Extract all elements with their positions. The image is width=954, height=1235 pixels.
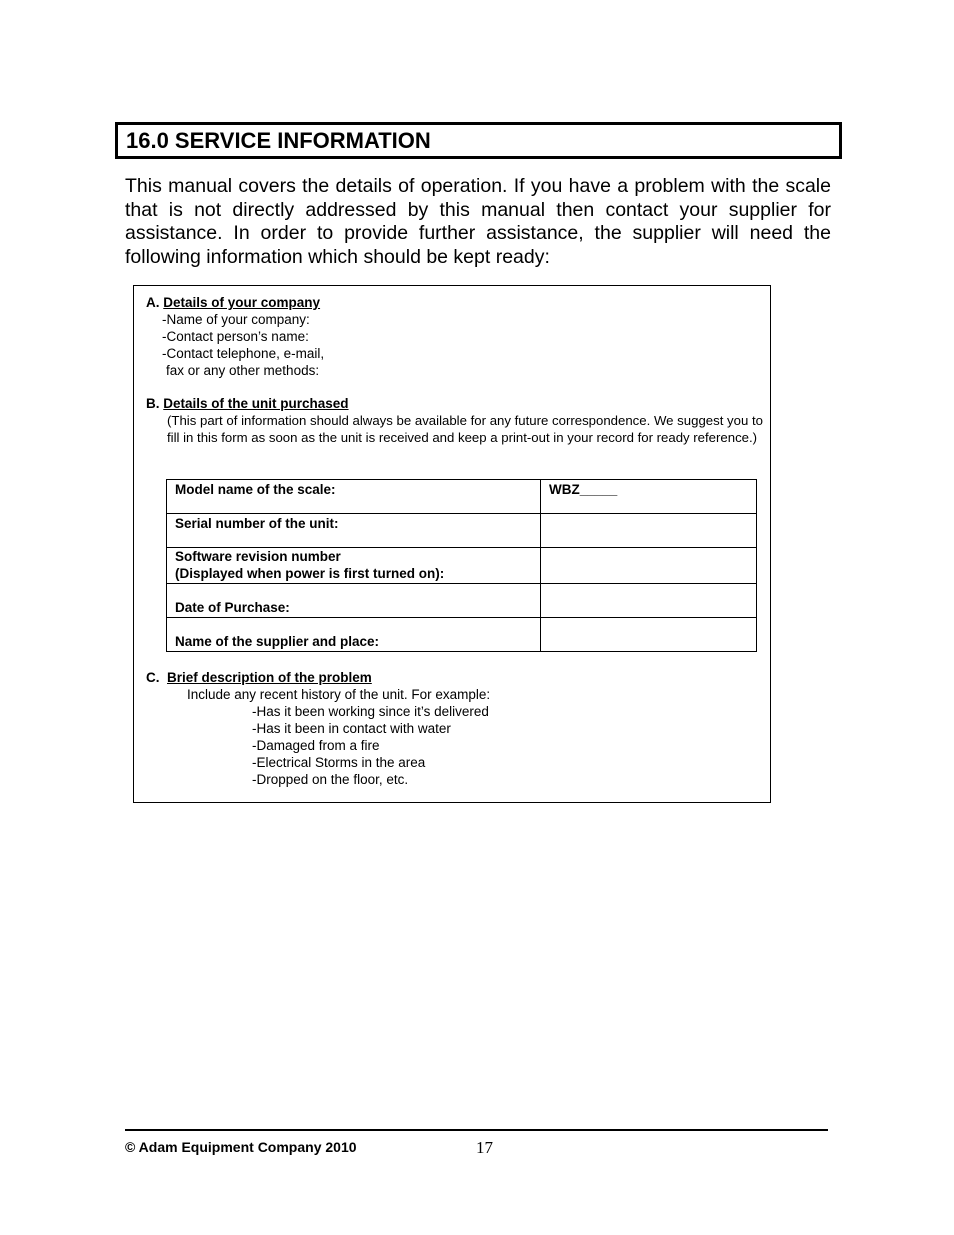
- contact-telephone-line: -Contact telephone, e-mail,: [162, 345, 325, 361]
- section-b-note: (This part of information should always be available for any future correspondence. We suggest you to fill in this form as soon as the unit is received and keep a print-out in your record for ready reference.): [167, 413, 763, 445]
- serial-number-value: [541, 514, 757, 548]
- footer-copyright: © Adam Equipment Company 2010: [125, 1139, 357, 1155]
- table-row: [167, 514, 757, 548]
- section-a-prefix: A.: [146, 295, 164, 310]
- section-c-intro: Include any recent history of the unit. For example:: [187, 687, 491, 702]
- service-info-form: [133, 285, 771, 803]
- section-b-title: [146, 395, 349, 412]
- contact-methods-line: fax or any other methods:: [166, 362, 320, 378]
- supplier-value: [541, 618, 757, 652]
- table-row: [167, 480, 757, 514]
- section-c-heading: Brief description of the problem: [167, 670, 372, 685]
- intro-paragraph: This manual covers the details of operation. If you have a problem with the scale that is not directly addressed by this manual then contact your supplier for assistance. In order to provide further assistance, the supplier will need the following information which should be kept ready:: [125, 175, 831, 269]
- model-name-value: WBZ_____: [541, 480, 757, 514]
- table-row: [167, 584, 757, 618]
- list-item: -Dropped on the floor, etc.: [252, 771, 409, 787]
- software-revision-label: [167, 548, 541, 584]
- section-c-title: [146, 669, 372, 686]
- software-revision-label-line1: Software revision number: [175, 549, 341, 564]
- table-row: [167, 548, 757, 584]
- section-c-prefix: C.: [146, 670, 168, 685]
- list-item: -Has it been working since it’s delivered: [252, 704, 489, 719]
- company-name-line: -Name of your company:: [162, 312, 310, 327]
- page-number: 17: [476, 1138, 493, 1157]
- supplier-label: Name of the supplier and place:: [167, 618, 541, 652]
- list-item: -Electrical Storms in the area: [252, 754, 426, 770]
- serial-number-label: Serial number of the unit:: [167, 514, 541, 548]
- unit-details-table: [166, 479, 757, 652]
- section-b-prefix: B.: [146, 396, 164, 411]
- table-row: [167, 618, 757, 652]
- software-revision-value: [541, 548, 757, 584]
- date-of-purchase-value: [541, 584, 757, 618]
- contact-person-line: -Contact person’s name:: [162, 328, 309, 344]
- model-name-label: Model name of the scale:: [167, 480, 541, 514]
- date-of-purchase-label: Date of Purchase:: [167, 584, 541, 618]
- software-revision-label-line2: (Displayed when power is first turned on):: [175, 566, 445, 581]
- list-item: -Damaged from a fire: [252, 737, 380, 753]
- section-a-title: [146, 294, 320, 311]
- section-b-heading: Details of the unit purchased: [163, 396, 349, 411]
- footer-divider: [125, 1129, 828, 1131]
- section-a-heading: Details of your company: [163, 295, 321, 310]
- section-title: 16.0 SERVICE INFORMATION: [126, 128, 431, 153]
- list-item: -Has it been in contact with water: [252, 720, 451, 736]
- section-header: [115, 122, 842, 159]
